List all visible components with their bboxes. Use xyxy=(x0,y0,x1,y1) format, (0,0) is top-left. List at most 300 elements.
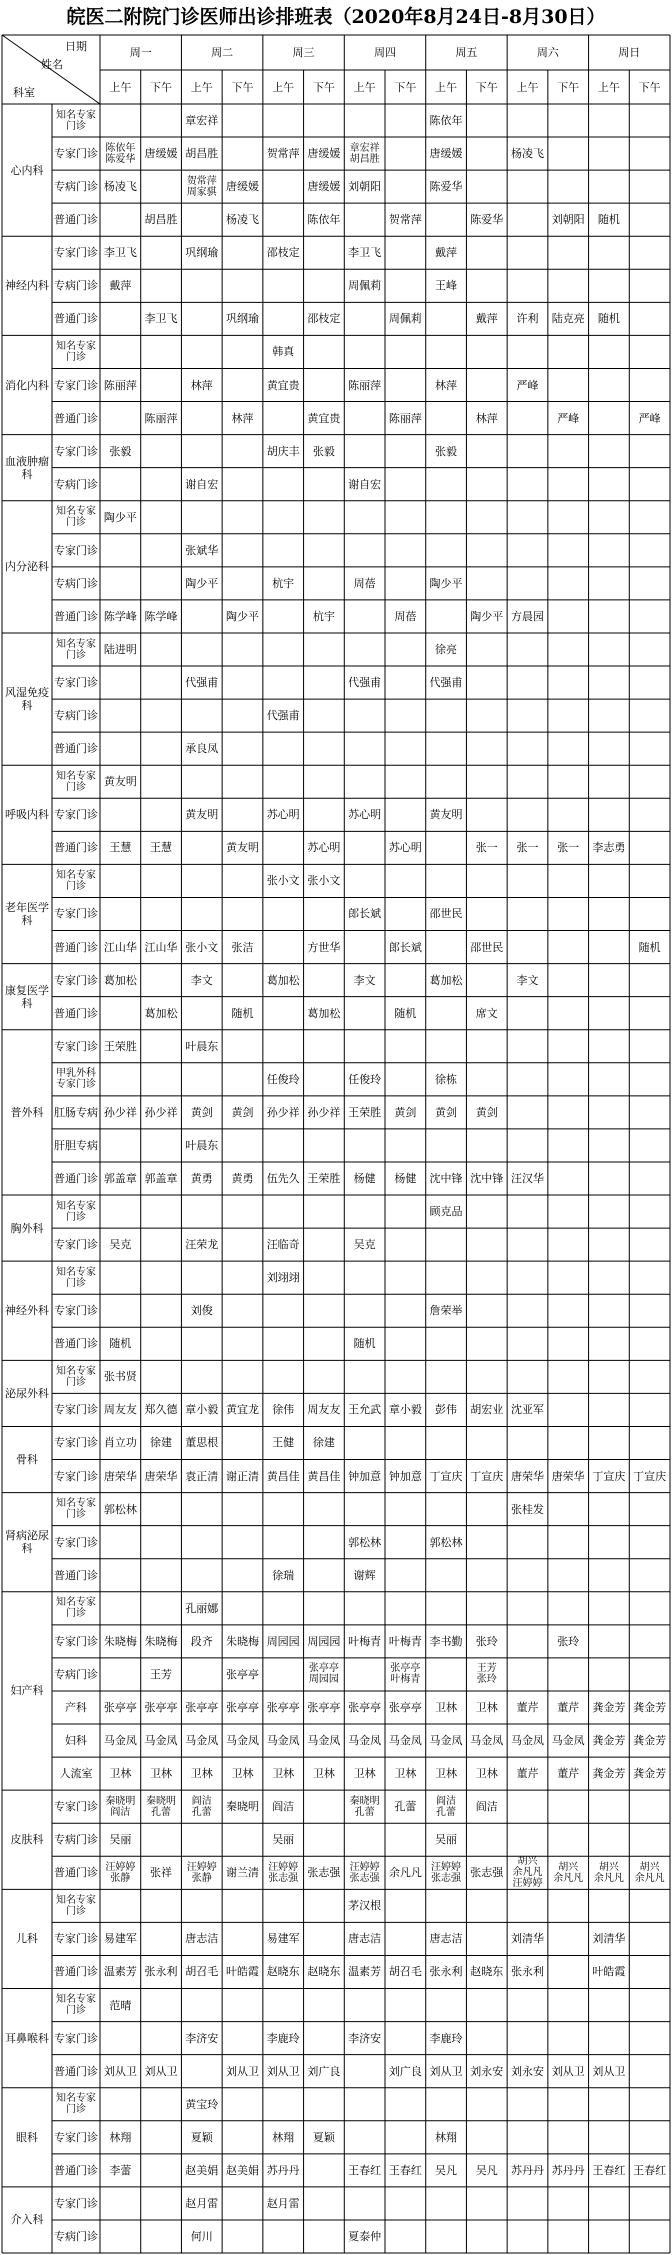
doctor-cell: 邵世民 xyxy=(429,907,463,921)
clinic-type-label: 专病门诊 xyxy=(54,180,98,194)
clinic-type-label: 知名专家门诊 xyxy=(56,1365,96,1388)
doctor-cell: 随机 xyxy=(597,312,620,326)
doctor-cell: 赵晓东 xyxy=(470,1965,504,1979)
doctor-cell: 胡昌胜 xyxy=(185,147,219,161)
doctor-cell: 章宏祥 胡昌胜 xyxy=(349,142,380,165)
doctor-cell: 贺常萍 周家骐 xyxy=(186,175,217,198)
dept-name: 胸外科 xyxy=(10,1221,44,1235)
doctor-cell: 郭松林 xyxy=(103,1502,137,1516)
doctor-cell: 董芹 xyxy=(557,1700,580,1714)
pm-header: 下午 xyxy=(394,80,417,94)
doctor-cell: 李济安 xyxy=(185,2031,219,2045)
doctor-cell: 刘广良 xyxy=(388,2064,422,2078)
doctor-cell: 杭宇 xyxy=(312,609,335,623)
dept-name: 耳鼻喉科 xyxy=(5,2031,49,2045)
doctor-cell: 黄昌佳 xyxy=(266,1469,300,1483)
doctor-cell: 章小毅 xyxy=(185,1403,219,1417)
doctor-cell: 严峰 xyxy=(638,411,661,425)
clinic-type-label: 专家门诊 xyxy=(54,1039,98,1053)
doctor-cell: 黄昌佳 xyxy=(307,1469,341,1483)
doctor-cell: 徐建 xyxy=(150,1436,173,1450)
doctor-cell: 林萍 xyxy=(475,411,498,425)
dept-name: 呼吸内科 xyxy=(5,808,49,822)
doctor-cell: 张祥 xyxy=(150,1866,173,1880)
doctor-cell: 黄宜龙 xyxy=(225,1403,259,1417)
dept-name: 风湿免疫科 xyxy=(5,686,49,713)
doctor-cell: 随机 xyxy=(353,1337,376,1351)
day-header-4: 周四 xyxy=(373,46,396,59)
doctor-cell: 张亭亭 xyxy=(388,1700,422,1714)
day-header-1: 周一 xyxy=(129,46,152,59)
doctor-cell: 陈丽萍 xyxy=(388,411,422,425)
doctor-cell: 郭松林 xyxy=(429,1535,463,1549)
am-header: 上午 xyxy=(272,80,295,94)
doctor-cell: 张桂发 xyxy=(510,1502,544,1516)
doctor-cell: 陈丽萍 xyxy=(103,378,137,392)
doctor-cell: 王荣胜 xyxy=(307,1171,341,1185)
doctor-cell: 赵月雷 xyxy=(266,2196,300,2210)
doctor-cell: 徐瑞 xyxy=(272,1568,295,1582)
doctor-cell: 胡兴 余凡凡 汪婷婷 xyxy=(512,1856,543,1890)
doctor-cell: 阎洁 孔蕾 xyxy=(436,1795,457,1818)
doctor-cell: 黄友明 xyxy=(429,808,463,822)
clinic-type-label: 普通门诊 xyxy=(54,1568,98,1582)
doctor-cell: 严峰 xyxy=(516,378,539,392)
doctor-cell: 王慧 xyxy=(109,841,132,855)
clinic-type-label: 专家门诊 xyxy=(54,1800,98,1814)
doctor-cell: 孙少祥 xyxy=(307,1105,341,1119)
doctor-cell: 阎洁 xyxy=(272,1800,295,1814)
doctor-cell: 刘俊 xyxy=(190,1304,213,1318)
doctor-cell: 唐荣华 xyxy=(103,1469,137,1483)
doctor-cell: 代强甫 xyxy=(348,676,382,690)
doctor-cell: 苏丹丹 xyxy=(551,2163,585,2177)
dept-name: 皮肤科 xyxy=(10,1833,44,1847)
am-header: 上午 xyxy=(190,80,213,94)
doctor-cell: 易建军 xyxy=(266,1932,300,1946)
clinic-type-label: 普通门诊 xyxy=(54,312,98,326)
doctor-cell: 黄剑 xyxy=(475,1105,498,1119)
doctor-cell: 卫林 xyxy=(475,1700,498,1714)
doctor-cell: 胡兴 余凡凡 xyxy=(634,1861,665,1884)
doctor-cell: 阎洁 xyxy=(475,1800,498,1814)
doctor-cell: 赵美娟 xyxy=(225,2163,259,2177)
am-header: 上午 xyxy=(597,80,620,94)
doctor-cell: 巩纲瑜 xyxy=(225,312,259,326)
doctor-cell: 刘永安 xyxy=(510,2064,544,2078)
doctor-cell: 刘从卫 xyxy=(225,2064,259,2078)
clinic-type-label: 专病门诊 xyxy=(54,1833,98,1847)
doctor-cell: 卫林 xyxy=(394,1767,417,1781)
doctor-cell: 杨凌飞 xyxy=(510,147,544,161)
doctor-cell: 张毅 xyxy=(109,444,132,458)
doctor-cell: 汪汉华 xyxy=(510,1171,544,1185)
clinic-type-label: 知名专家门诊 xyxy=(56,1994,96,2017)
dept-name: 神经外科 xyxy=(5,1304,49,1318)
doctor-cell: 黄友明 xyxy=(103,775,137,789)
day-header-7: 周日 xyxy=(618,46,641,59)
doctor-cell: 黄剑 xyxy=(394,1105,417,1119)
clinic-type-label: 专家门诊 xyxy=(54,2031,98,2045)
doctor-cell: 刘从卫 xyxy=(144,2064,178,2078)
doctor-cell: 随机 xyxy=(394,1006,417,1020)
doctor-cell: 丁宣庆 xyxy=(429,1469,463,1483)
doctor-cell: 戴萍 xyxy=(109,279,132,293)
doctor-cell: 徐伟 xyxy=(272,1403,295,1417)
clinic-type-label: 知名专家门诊 xyxy=(56,1266,96,1289)
doctor-cell: 郭盖章 xyxy=(144,1171,178,1185)
clinic-type-label: 专家门诊 xyxy=(54,444,98,458)
doctor-cell: 严峰 xyxy=(557,411,580,425)
dept-name: 神经内科 xyxy=(5,279,49,293)
doctor-cell: 秦晓明 阎洁 xyxy=(105,1795,136,1818)
dept-name: 血液肿瘤科 xyxy=(5,454,49,481)
doctor-cell: 何川 xyxy=(190,2229,213,2243)
clinic-type-label: 专家门诊 xyxy=(54,676,98,690)
clinic-type-label: 专病门诊 xyxy=(54,1667,98,1681)
doctor-cell: 顾克品 xyxy=(429,1205,463,1219)
doctor-cell: 汪婷婷 张静 xyxy=(105,1861,136,1884)
doctor-cell: 卫林 xyxy=(150,1767,173,1781)
doctor-cell: 马金凤 xyxy=(185,1734,219,1748)
doctor-cell: 刘从卫 xyxy=(266,2064,300,2078)
doctor-cell: 李鹿玲 xyxy=(429,2031,463,2045)
doctor-cell: 叶晨东 xyxy=(185,1138,219,1152)
doctor-cell: 郑久德 xyxy=(144,1403,178,1417)
doctor-cell: 汪荣龙 xyxy=(185,1238,219,1252)
doctor-cell: 张一 xyxy=(557,841,580,855)
doctor-cell: 温素芳 xyxy=(348,1965,382,1979)
doctor-cell: 卫林 xyxy=(231,1767,254,1781)
doctor-cell: 随机 xyxy=(638,940,661,954)
doctor-cell: 叶皓霞 xyxy=(592,1965,626,1979)
doctor-cell: 夏泰仲 xyxy=(348,2229,382,2243)
clinic-type-label: 专病门诊 xyxy=(54,2229,98,2243)
doctor-cell: 吴凡 xyxy=(475,2163,498,2177)
doctor-cell: 张亭亭 xyxy=(225,1700,259,1714)
doctor-cell: 刘清华 xyxy=(592,1932,626,1946)
doctor-cell: 马金凤 xyxy=(348,1734,382,1748)
doctor-cell: 李济安 xyxy=(348,2031,382,2045)
doctor-cell: 刘从卫 xyxy=(551,2064,585,2078)
doctor-cell: 张小文 xyxy=(185,940,219,954)
doctor-cell: 胡昌胜 xyxy=(144,213,178,227)
doctor-cell: 汪婷婷 张志强 xyxy=(349,1861,380,1884)
doctor-cell: 卫林 xyxy=(435,1700,458,1714)
doctor-cell: 张亭亭 xyxy=(266,1700,300,1714)
clinic-type-label: 普通门诊 xyxy=(54,1965,98,1979)
doctor-cell: 秦晓明 孔蕾 xyxy=(146,1795,177,1818)
pm-header: 下午 xyxy=(557,80,580,94)
doctor-cell: 孙少祥 xyxy=(144,1105,178,1119)
doctor-cell: 张小文 xyxy=(307,874,341,888)
header-date-label: 日期 xyxy=(65,39,87,53)
doctor-cell: 董芹 xyxy=(516,1700,539,1714)
doctor-cell: 夏颖 xyxy=(190,2130,213,2144)
doctor-cell: 谢兰清 xyxy=(225,1866,259,1880)
doctor-cell: 卫林 xyxy=(475,1767,498,1781)
clinic-type-label: 妇科 xyxy=(65,1734,87,1748)
doctor-cell: 董芹 xyxy=(557,1767,580,1781)
doctor-cell: 胡召毛 xyxy=(388,1965,422,1979)
doctor-cell: 陆克亮 xyxy=(551,312,585,326)
doctor-cell: 王春红 xyxy=(388,2163,422,2177)
doctor-cell: 张亭亭 xyxy=(144,1700,178,1714)
doctor-cell: 丁宣庆 xyxy=(592,1469,626,1483)
doctor-cell: 杨健 xyxy=(394,1171,417,1185)
day-header-2: 周二 xyxy=(211,46,234,59)
doctor-cell: 马金凤 xyxy=(144,1734,178,1748)
doctor-cell: 阎洁 孔蕾 xyxy=(191,1795,212,1818)
doctor-cell: 林翔 xyxy=(272,2130,295,2144)
doctor-cell: 葛加松 xyxy=(429,973,463,987)
clinic-type-label: 专病门诊 xyxy=(54,477,98,491)
doctor-cell: 朱晓梅 xyxy=(144,1634,178,1648)
doctor-cell: 吴丽 xyxy=(272,1833,295,1847)
clinic-type-label: 专家门诊 xyxy=(54,1634,98,1648)
doctor-cell: 张洁 xyxy=(231,940,254,954)
clinic-type-label: 知名专家门诊 xyxy=(56,1894,96,1917)
doctor-cell: 王芳 xyxy=(150,1667,173,1681)
dept-name: 儿科 xyxy=(16,1932,38,1946)
doctor-cell: 伍先久 xyxy=(266,1171,300,1185)
doctor-cell: 黄勇 xyxy=(231,1171,254,1185)
clinic-type-label: 专家门诊 xyxy=(54,907,98,921)
doctor-cell: 李卫飞 xyxy=(348,246,382,260)
clinic-type-label: 专家门诊 xyxy=(54,1304,98,1318)
doctor-cell: 龚金芳 xyxy=(592,1700,626,1714)
doctor-cell: 巩纲瑜 xyxy=(185,246,219,260)
doctor-cell: 黄宝玲 xyxy=(185,2097,219,2111)
doctor-cell: 黄友明 xyxy=(185,808,219,822)
doctor-cell: 陶少平 xyxy=(429,576,463,590)
doctor-cell: 江山华 xyxy=(103,940,137,954)
doctor-cell: 张永利 xyxy=(144,1965,178,1979)
doctor-cell: 徐栋 xyxy=(435,1072,458,1086)
doctor-cell: 余凡凡 xyxy=(388,1866,422,1880)
doctor-cell: 韩真 xyxy=(272,345,295,359)
doctor-cell: 邵枝定 xyxy=(266,246,300,260)
pm-header: 下午 xyxy=(475,80,498,94)
doctor-cell: 沈中锋 xyxy=(429,1171,463,1185)
dept-name: 肾病泌尿科 xyxy=(5,1529,49,1556)
doctor-cell: 张亭亭 叶梅青 xyxy=(390,1663,421,1686)
doctor-cell: 吴克 xyxy=(109,1238,132,1252)
doctor-cell: 随机 xyxy=(231,1006,254,1020)
doctor-cell: 王荣胜 xyxy=(348,1105,382,1119)
doctor-cell: 朱晓梅 xyxy=(103,1634,137,1648)
doctor-cell: 唐缓媛 xyxy=(307,180,341,194)
doctor-cell: 张毅 xyxy=(312,444,335,458)
doctor-cell: 刘翊翊 xyxy=(266,1271,300,1285)
doctor-cell: 随机 xyxy=(109,1337,132,1351)
doctor-cell: 叶梅青 xyxy=(388,1634,422,1648)
doctor-cell: 王芳 张玲 xyxy=(476,1663,497,1686)
doctor-cell: 李卫飞 xyxy=(103,246,137,260)
doctor-cell: 郭盖章 xyxy=(103,1171,137,1185)
doctor-cell: 李志勇 xyxy=(592,841,626,855)
doctor-cell: 王慧 xyxy=(150,841,173,855)
header-name-label: 姓名 xyxy=(41,57,63,71)
doctor-cell: 汪婷婷 张志强 xyxy=(431,1861,462,1884)
doctor-cell: 丁宣庆 xyxy=(470,1469,504,1483)
doctor-cell: 马金凤 xyxy=(225,1734,259,1748)
doctor-cell: 刘朝阳 xyxy=(551,213,585,227)
am-header: 上午 xyxy=(109,80,132,94)
pm-header: 下午 xyxy=(638,80,661,94)
doctor-cell: 张玲 xyxy=(475,1634,498,1648)
doctor-cell: 王荣胜 xyxy=(103,1039,137,1053)
dept-name: 骨科 xyxy=(16,1453,38,1466)
doctor-cell: 王春红 xyxy=(348,2163,382,2177)
clinic-type-label: 专家门诊 xyxy=(54,1403,98,1417)
doctor-cell: 章宏祥 xyxy=(185,114,219,128)
doctor-cell: 葛加松 xyxy=(103,973,137,987)
doctor-cell: 任俊玲 xyxy=(266,1072,300,1086)
doctor-cell: 黄宜贵 xyxy=(307,411,341,425)
doctor-cell: 叶梅青 xyxy=(348,1634,382,1648)
doctor-cell: 黄勇 xyxy=(190,1171,213,1185)
doctor-cell: 马金凤 xyxy=(551,1734,585,1748)
clinic-type-label: 普通门诊 xyxy=(54,841,98,855)
doctor-cell: 苏心明 xyxy=(307,841,341,855)
clinic-type-label: 专病门诊 xyxy=(54,709,98,723)
doctor-cell: 吴凡 xyxy=(435,2163,458,2177)
doctor-cell: 刘从卫 xyxy=(429,2064,463,2078)
doctor-cell: 马金凤 xyxy=(470,1734,504,1748)
doctor-cell: 许利 xyxy=(516,312,539,326)
doctor-cell: 马金凤 xyxy=(307,1734,341,1748)
doctor-cell: 方世华 xyxy=(307,940,341,954)
clinic-type-label: 普通门诊 xyxy=(54,1337,98,1351)
pm-header: 下午 xyxy=(150,80,173,94)
dept-name: 泌尿外科 xyxy=(5,1386,49,1400)
doctor-cell: 叶晨东 xyxy=(185,1039,219,1053)
doctor-cell: 卫林 xyxy=(272,1767,295,1781)
doctor-cell: 黄剑 xyxy=(190,1105,213,1119)
dept-name: 妇产科 xyxy=(10,1684,44,1698)
clinic-type-label: 知名专家门诊 xyxy=(56,869,96,892)
clinic-type-label: 产科 xyxy=(65,1700,87,1714)
dept-name: 消化内科 xyxy=(5,378,49,392)
doctor-cell: 张亭亭 xyxy=(185,1700,219,1714)
doctor-cell: 孙少祥 xyxy=(266,1105,300,1119)
doctor-cell: 钟加意 xyxy=(388,1469,422,1483)
clinic-type-label: 专家门诊 xyxy=(54,1932,98,1946)
doctor-cell: 苏丹丹 xyxy=(510,2163,544,2177)
doctor-cell: 汪临奇 xyxy=(266,1238,300,1252)
clinic-type-label: 普通门诊 xyxy=(54,742,98,756)
doctor-cell: 汪婷婷 张静 xyxy=(186,1861,217,1884)
doctor-cell: 赵晓东 xyxy=(307,1965,341,1979)
doctor-cell: 张永利 xyxy=(429,1965,463,1979)
doctor-cell: 任俊玲 xyxy=(348,1072,382,1086)
doctor-cell: 张一 xyxy=(475,841,498,855)
clinic-type-label: 专家门诊 xyxy=(54,973,98,987)
doctor-cell: 张毅 xyxy=(435,444,458,458)
doctor-cell: 范晴 xyxy=(109,1998,132,2012)
doctor-cell: 黄剑 xyxy=(435,1105,458,1119)
clinic-type-label: 普通门诊 xyxy=(54,609,98,623)
clinic-type-label: 知名专家门诊 xyxy=(56,506,96,529)
doctor-cell: 龚金芳 xyxy=(633,1734,667,1748)
doctor-cell: 胡宏业 xyxy=(470,1403,504,1417)
doctor-cell: 唐荣华 xyxy=(144,1469,178,1483)
doctor-cell: 周友友 xyxy=(307,1403,341,1417)
doctor-cell: 张斌华 xyxy=(185,543,219,557)
doctor-cell: 谢自宏 xyxy=(185,477,219,491)
doctor-cell: 周友友 xyxy=(103,1403,137,1417)
clinic-type-label: 知名专家门诊 xyxy=(56,638,96,661)
clinic-type-label: 专家门诊 xyxy=(54,246,98,260)
doctor-cell: 马金凤 xyxy=(103,1734,137,1748)
clinic-type-label: 知名专家门诊 xyxy=(56,340,96,363)
doctor-cell: 葛加松 xyxy=(266,973,300,987)
clinic-type-label: 专病门诊 xyxy=(54,279,98,293)
doctor-cell: 苏丹丹 xyxy=(266,2163,300,2177)
doctor-cell: 随机 xyxy=(597,213,620,227)
dept-name: 内分泌科 xyxy=(5,560,49,574)
doctor-cell: 张小文 xyxy=(266,874,300,888)
pm-header: 下午 xyxy=(312,80,335,94)
day-header-5: 周五 xyxy=(455,46,478,59)
doctor-cell: 周园园 xyxy=(266,1634,300,1648)
doctor-cell: 杨健 xyxy=(353,1171,376,1185)
doctor-cell: 张永利 xyxy=(510,1965,544,1979)
doctor-cell: 李鹿玲 xyxy=(266,2031,300,2045)
doctor-cell: 陈依年 xyxy=(429,114,463,128)
doctor-cell: 张一 xyxy=(516,841,539,855)
clinic-type-label: 专家门诊 xyxy=(54,1436,98,1450)
doctor-cell: 卫林 xyxy=(435,1767,458,1781)
doctor-cell: 周蓓 xyxy=(394,609,417,623)
doctor-cell: 陈爱华 xyxy=(470,213,504,227)
doctor-cell: 汪婷婷 张志强 xyxy=(268,1861,299,1884)
doctor-cell: 贺常萍 xyxy=(266,147,300,161)
doctor-cell: 戴萍 xyxy=(475,312,498,326)
doctor-cell: 卫林 xyxy=(353,1767,376,1781)
doctor-cell: 周佩莉 xyxy=(388,312,422,326)
clinic-type-label: 普通门诊 xyxy=(54,2064,98,2078)
doctor-cell: 陈爱华 xyxy=(429,180,463,194)
doctor-cell: 肖立功 xyxy=(103,1436,137,1450)
clinic-type-label: 专病门诊 xyxy=(54,576,98,590)
doctor-cell: 唐志洁 xyxy=(429,1932,463,1946)
doctor-cell: 张亭亭 xyxy=(307,1700,341,1714)
doctor-cell: 徐建 xyxy=(312,1436,335,1450)
doctor-cell: 陆进明 xyxy=(103,643,137,656)
doctor-cell: 龚金芳 xyxy=(592,1734,626,1748)
clinic-type-label: 知名专家门诊 xyxy=(56,109,96,132)
clinic-type-label: 普通门诊 xyxy=(54,411,98,425)
doctor-cell: 陶少平 xyxy=(470,609,504,623)
clinic-type-label: 专家门诊 xyxy=(54,2196,98,2210)
doctor-cell: 林翔 xyxy=(435,2130,458,2144)
doctor-cell: 胡召毛 xyxy=(185,1965,219,1979)
doctor-cell: 方晨园 xyxy=(510,609,544,623)
doctor-cell: 易建军 xyxy=(103,1932,137,1946)
doctor-cell: 代强甫 xyxy=(185,676,219,690)
doctor-cell: 卫林 xyxy=(312,1767,335,1781)
doctor-cell: 席文 xyxy=(475,1006,498,1020)
header-dept-label: 科室 xyxy=(13,85,35,99)
doctor-cell: 董思根 xyxy=(185,1436,219,1450)
doctor-cell: 唐志洁 xyxy=(185,1932,219,1946)
doctor-cell: 代强甫 xyxy=(266,709,300,723)
clinic-type-label: 甲乳外科专家门诊 xyxy=(56,1068,96,1091)
doctor-cell: 唐志洁 xyxy=(348,1932,382,1946)
doctor-cell: 秦晓明 xyxy=(225,1800,259,1814)
